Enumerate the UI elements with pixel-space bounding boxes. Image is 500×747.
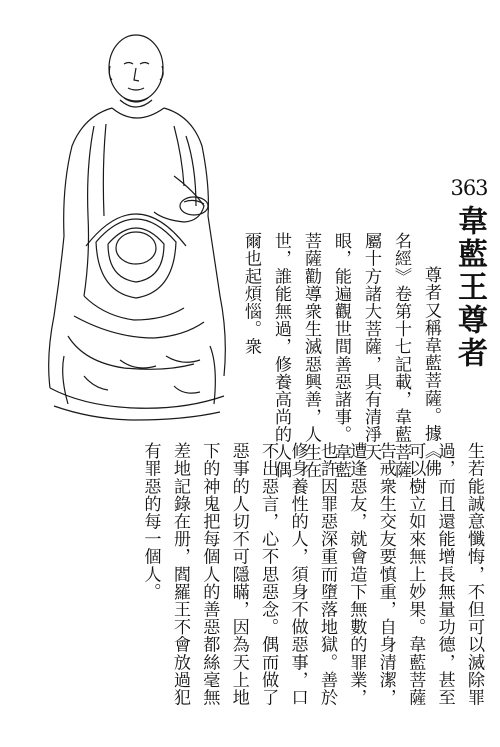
entry-title-block	[442, 178, 496, 370]
body-paragraph-continued: 生若能誠意懺悔，不但可以滅除罪過，而且還能增長無量功德，甚至可以樹立如來無上妙果。韋藍菩薩告戒衆生交友要慎重，自身清潔，遭逢惡友，就會造下無數的罪業，也許因罪惡深重而墮落地獄。善於修身養性的人，須身不做惡事，口不出惡言，心不思惡念。偶而做了惡事的人切不可隱瞞，因為天上地下的神鬼把每個人的善惡都絲毫無差地記錄在册，閻羅王不會放過犯有罪惡的每一個人。	[140, 442, 484, 706]
entry-number: 363	[450, 176, 488, 200]
body-text-lower	[23, 442, 488, 707]
seated-arhat-statue-icon	[24, 16, 239, 431]
body-paragraph: 尊者又稱韋藍菩薩。據《佛名經》卷第十七記載，韋藍菩薩屬十方諸大菩薩，具有清淨天眼，能遍觀世間善惡諸事。韋藍菩薩勸導衆生滅惡興善，人生在世，誰能無過，修養高尚的人偶爾也起煩惱。衆	[241, 232, 441, 479]
entry-title: 韋藍王尊者	[452, 205, 487, 370]
